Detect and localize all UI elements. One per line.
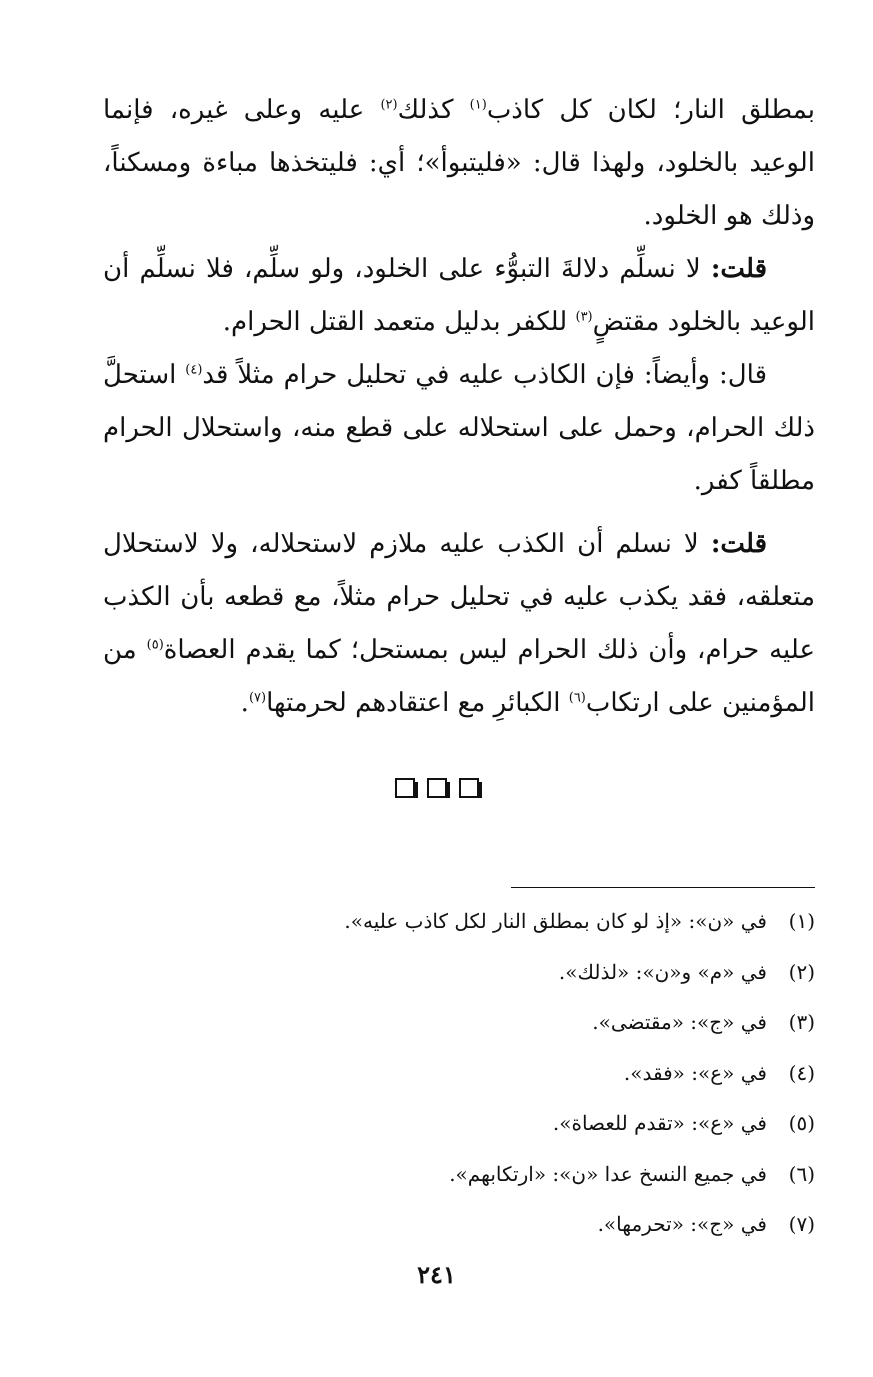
main-text [103,84,815,730]
footnote-number: (٥) [788,1111,815,1135]
footnote-text: في «ع»: «فقد». [623,1060,767,1085]
separator-square [459,778,479,798]
separator-square [395,778,415,798]
text-run: استحلَّ ذلك الحرام، وحمل على استحلاله على قطع منه، واستحلال الحرام مطلقاً كفر. [103,360,815,496]
footnote-text: في «ن»: «إذ لو كان بمطلق النار لكل كاذب عليه». [344,909,767,933]
footnote-item [103,1199,815,1250]
footnote-ref[interactable]: (٦) [568,690,586,706]
footnote-number: (٦) [788,1161,815,1186]
paragraph-3 [103,349,815,508]
footnote-text: في «ع»: «تقدم للعصاة». [552,1111,767,1135]
footnote-ref[interactable]: (١) [469,97,487,113]
separator-square [427,778,447,798]
footnote-item [103,1149,815,1200]
text-run: عليه وعلى غيره، فإنما الوعيد بالخلود، ولهذا قال: «فليتبوأ»؛ أي: فليتخذها مباءة ومسكناً، وذلك هو الخلود. [103,95,815,231]
footnote-ref[interactable]: (٣) [575,309,593,325]
text-run: . [240,688,249,718]
footnote-number: (٤) [788,1060,815,1085]
footnote-ref[interactable]: (٥) [146,637,164,653]
text-run: كذلك [397,95,470,125]
footnote-number: (٢) [788,959,815,984]
text-run: الكبائرِ مع اعتقادهم لحرمتها [266,688,569,718]
footnote-ref[interactable]: (٤) [185,362,203,378]
footnote-text: في «ج»: «مقتضى». [592,1010,767,1034]
text-run: قال: وأيضاً: فإن الكاذب عليه في تحليل حرام مثلاً قد [202,360,768,390]
footnote-ref[interactable]: (٢) [380,97,398,113]
footnote-item [103,947,815,998]
text-run: لا نسلِّم دلالةَ التبوُّء على الخلود، ولو سلِّم، فلا نسلِّم أن الوعيد بالخلود مقتضٍ [103,254,815,337]
text-run: من المؤمنين على ارتكاب [103,635,815,718]
footnote-item [103,1098,815,1149]
footnote-item [103,1048,815,1099]
text-run: لا نسلم أن الكذب عليه ملازم لاستحلاله، ولا لاستحلال متعلقه، فقد يكذب عليه في تحليل حرام مثلاً، مع قطعه بأن الكذب عليه حرام، وأن ذلك الحرام ليس بمستحل؛ كما يقدم العصاة [103,529,815,665]
paragraph-4 [103,518,815,730]
footnote-item [103,896,815,947]
paragraph-1 [103,84,815,243]
footnote-rule [511,887,815,888]
footnote-number: (٧) [788,1212,815,1236]
footnote-item [103,997,815,1048]
section-separator [0,778,873,802]
footnote-number: (١) [788,909,815,933]
page-number: ٢٤١ [417,1260,456,1289]
footnote-ref[interactable]: (٧) [248,690,267,706]
footnote-text: في جميع النسخ عدا «ن»: «ارتكابهم». [449,1161,767,1186]
text-run: للكفر بدليل متعمد القتل الحرام. [222,307,576,337]
footnotes [103,896,815,1250]
speaker-lead: قلت: [710,529,767,559]
paragraph-2 [103,243,815,349]
speaker-lead: قلت: [710,254,767,284]
text-run: بمطلق النار؛ لكان كل كاذب [486,95,816,125]
footnote-number: (٣) [788,1010,815,1034]
footnote-text: في «ج»: «تحرمها». [597,1212,767,1236]
footnote-text: في «م» و«ن»: «لذلك». [558,959,767,984]
